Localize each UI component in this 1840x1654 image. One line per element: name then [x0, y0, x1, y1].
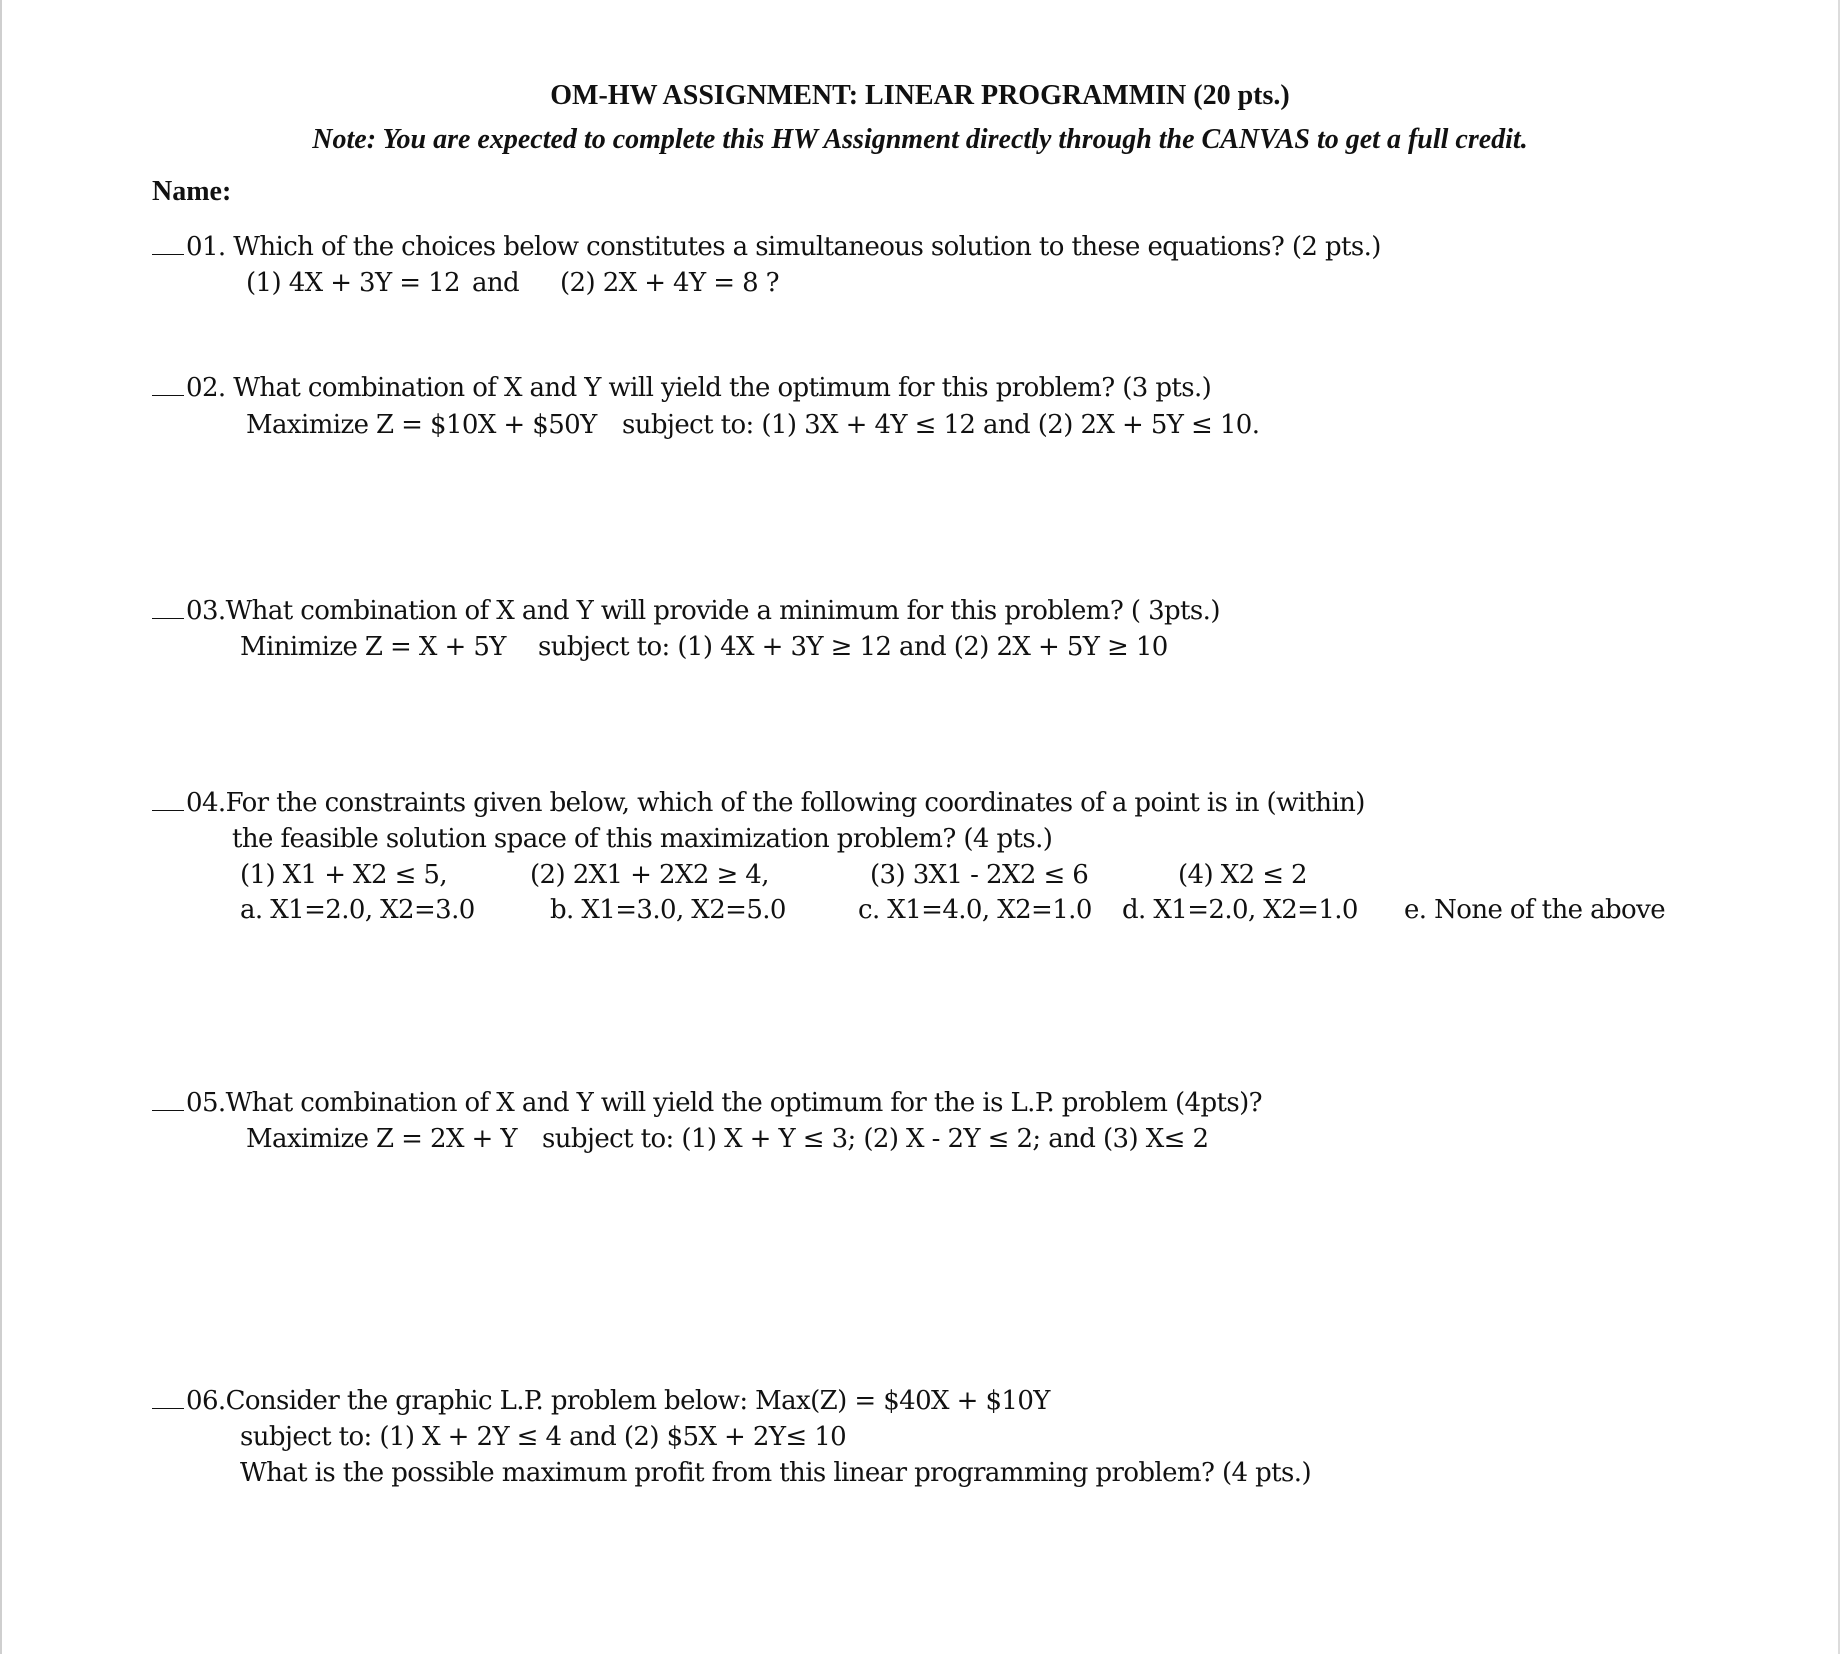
question-text: What combination of X and Y will yield the optimum for the is L.P. problem (4pts)?: [225, 1088, 1262, 1118]
answer-blank-01[interactable]: [152, 234, 184, 255]
question-06-question: What is the possible maximum profit from this linear programming problem? (4 pts.): [240, 1458, 1311, 1488]
answer-blank-05[interactable]: [152, 1090, 184, 1111]
question-04-prompt: [152, 790, 1365, 816]
question-number: 06.: [186, 1386, 226, 1416]
question-04-choice-e: e. None of the above: [1404, 895, 1665, 925]
question-01-equation-1: (1) 4X + 3Y = 12: [246, 268, 460, 298]
question-04-constraint-4: (4) X2 ≤ 2: [1178, 860, 1308, 890]
question-number: 05.: [186, 1088, 226, 1118]
document-note: Note: You are expected to complete this HW Assignment directly through the CANVAS to get a full credit.: [312, 124, 1528, 155]
question-06-constraints: subject to: (1) X + 2Y ≤ 4 and (2) $5X + 2Y≤ 10: [240, 1422, 847, 1452]
question-number: 04.: [186, 788, 226, 818]
question-01-and: and: [472, 268, 520, 298]
question-text: For the constraints given below, which of the following coordinates of a point is in (within): [225, 788, 1365, 818]
name-label: Name:: [152, 176, 232, 207]
question-text: What combination of X and Y will provide a minimum for this problem? ( 3pts.): [225, 596, 1220, 626]
question-text: Which of the choices below constitutes a simultaneous solution to these equations? (2 pts.): [233, 232, 1381, 262]
question-number: 02.: [186, 373, 226, 403]
question-04-constraint-1: (1) X1 + X2 ≤ 5,: [240, 860, 448, 890]
question-05-prompt: [152, 1090, 1262, 1116]
question-text: What combination of X and Y will yield the optimum for this problem? (3 pts.): [233, 373, 1212, 403]
question-03-objective: Minimize Z = X + 5Y: [240, 632, 506, 662]
question-05-constraints: subject to: (1) X + Y ≤ 3; (2) X - 2Y ≤ 2; and (3) X≤ 2: [542, 1124, 1209, 1154]
question-number: 01.: [186, 232, 226, 262]
question-04-choice-c: c. X1=4.0, X2=1.0: [858, 895, 1092, 925]
question-04-choice-d: d. X1=2.0, X2=1.0: [1122, 895, 1358, 925]
question-02-objective: Maximize Z = $10X + $50Y: [246, 410, 597, 440]
question-number: 03.: [186, 596, 226, 626]
question-text: Consider the graphic L.P. problem below: Max(Z) = $40X + $10Y: [225, 1386, 1050, 1416]
question-02-prompt: [152, 375, 1211, 401]
question-01-equation-2: (2) 2X + 4Y = 8 ?: [560, 268, 780, 298]
answer-blank-03[interactable]: [152, 598, 184, 619]
question-02-constraints: subject to: (1) 3X + 4Y ≤ 12 and (2) 2X + 5Y ≤ 10.: [622, 410, 1260, 440]
question-04-prompt-continued: the feasible solution space of this maximization problem? (4 pts.): [232, 824, 1053, 854]
question-01-prompt: [152, 234, 1381, 260]
question-04-choice-a: a. X1=2.0, X2=3.0: [240, 895, 475, 925]
question-03-prompt: [152, 598, 1220, 624]
question-04-constraint-3: (3) 3X1 - 2X2 ≤ 6: [870, 860, 1089, 890]
page-edge-left: [0, 0, 2, 1654]
document-title: OM-HW ASSIGNMENT: LINEAR PROGRAMMIN (20 pts.): [550, 80, 1290, 111]
question-04-constraint-2: (2) 2X1 + 2X2 ≥ 4,: [530, 860, 769, 890]
answer-blank-06[interactable]: [152, 1388, 184, 1409]
question-06-prompt: [152, 1388, 1050, 1414]
question-05-objective: Maximize Z = 2X + Y: [246, 1124, 517, 1154]
answer-blank-02[interactable]: [152, 375, 184, 396]
question-04-choice-b: b. X1=3.0, X2=5.0: [550, 895, 786, 925]
question-03-constraints: subject to: (1) 4X + 3Y ≥ 12 and (2) 2X + 5Y ≥ 10: [538, 632, 1168, 662]
answer-blank-04[interactable]: [152, 790, 184, 811]
